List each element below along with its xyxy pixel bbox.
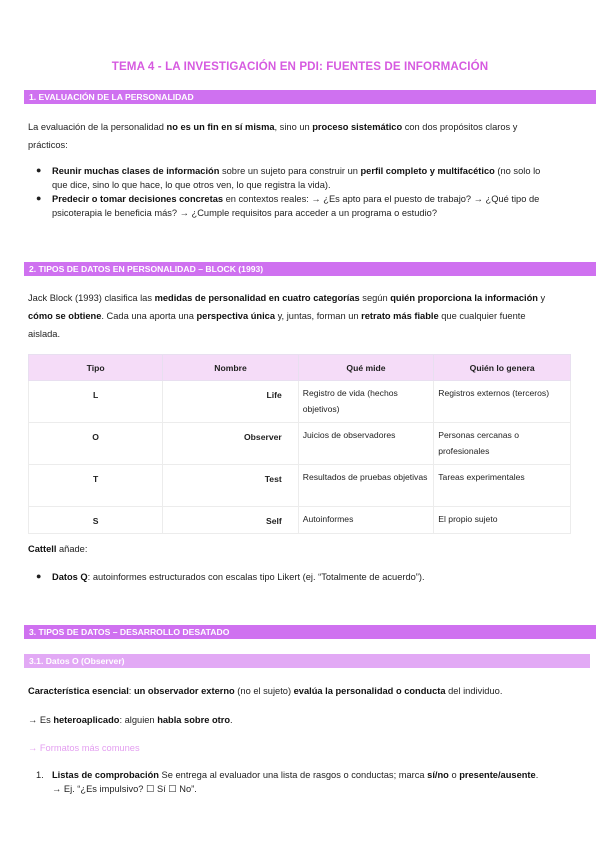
bold-run: Datos Q xyxy=(52,572,88,582)
text-run: del individuo. xyxy=(445,686,503,696)
text-run: que dice, sino lo que hace, lo que otros ven, lo que registra la vida). xyxy=(52,180,331,190)
bold-run: heteroaplicado xyxy=(53,715,120,725)
bold-run: perfil completo y multifacético xyxy=(360,166,495,176)
table-cell: T xyxy=(29,465,163,507)
text-run: psicoterapia le beneficia más? → ¿Cumple requisitos para acceder a un programa o estudio? xyxy=(52,208,437,218)
bold-run: un observador externo xyxy=(133,686,235,696)
text-run: . xyxy=(535,770,539,780)
table-cell: O xyxy=(29,423,163,465)
table-header: Quién lo genera xyxy=(434,355,571,381)
document-title: TEMA 4 - LA INVESTIGACIÓN EN PDI: FUENTES DE INFORMACIÓN xyxy=(111,60,489,73)
text-run: , sino un xyxy=(274,122,313,132)
table-row xyxy=(29,465,571,507)
table-cell: Resultados de pruebas objetivas xyxy=(298,465,434,507)
cattell-bullet xyxy=(52,570,562,584)
bold-run: proceso sistemático xyxy=(312,122,403,132)
text-run: : alguien xyxy=(119,715,158,725)
text-run: (no el sujeto) xyxy=(234,686,294,696)
table-cell: Self xyxy=(163,507,298,534)
section-1-heading: 1. EVALUACIÓN DE LA PERSONALIDAD xyxy=(24,90,596,104)
section-3-heading: 3. TIPOS DE DATOS – DESARROLLO DESATADO xyxy=(24,625,596,639)
table-row xyxy=(29,507,571,534)
s1-bullet-2 xyxy=(52,192,562,220)
cattell-line xyxy=(28,540,568,558)
table-cell: Autoinformes xyxy=(298,507,434,534)
s1-intro xyxy=(28,118,568,154)
bullet-icon: ● xyxy=(36,165,42,175)
table-header-row xyxy=(29,355,571,381)
table-header: Nombre xyxy=(163,355,298,381)
s3-numbered-item-1 xyxy=(52,768,562,796)
table-cell: L xyxy=(29,381,163,423)
bold-run: perspectiva única xyxy=(196,311,276,321)
bullet-icon: ● xyxy=(36,571,42,581)
text-run: añade: xyxy=(56,544,88,554)
table-row xyxy=(29,381,571,423)
text-run: aislada. xyxy=(28,329,61,339)
text-run: o xyxy=(448,770,460,780)
table-row xyxy=(29,423,571,465)
table-cell: Test xyxy=(163,465,298,507)
text-run: → Ej. “¿Es impulsivo? ☐ Sí ☐ No”. xyxy=(52,784,197,794)
text-run: según xyxy=(359,293,391,303)
table-cell: Juicios de observadores xyxy=(298,423,434,465)
bullet-icon: ● xyxy=(36,193,42,203)
text-run: y xyxy=(537,293,546,303)
bold-run: cómo se obtiene xyxy=(28,311,102,321)
bold-run: Listas de comprobación xyxy=(52,770,159,780)
s3-heteroaplicado xyxy=(28,711,568,729)
bold-run: evalúa la personalidad o conducta xyxy=(293,686,446,696)
bold-run: Predecir o tomar decisiones concretas xyxy=(52,194,224,204)
table-cell: Observer xyxy=(163,423,298,465)
table-cell: Tareas experimentales xyxy=(434,465,571,507)
text-run: y, juntas, forman un xyxy=(275,311,362,321)
bold-run: Cattell xyxy=(28,544,57,554)
text-run: Jack Block (1993) clasifica las xyxy=(28,293,155,303)
table-header: Qué mide xyxy=(298,355,434,381)
table-cell: Personas cercanas o profesionales xyxy=(434,423,571,465)
text-run: . Cada una aporta una xyxy=(101,311,197,321)
text-run: : xyxy=(128,686,134,696)
bold-run: no es un fin en sí misma xyxy=(166,122,275,132)
bold-run: Característica esencial xyxy=(28,686,129,696)
bold-run: sí/no xyxy=(427,770,449,780)
table-cell: Life xyxy=(163,381,298,423)
text-run: La evaluación de la personalidad xyxy=(28,122,167,132)
subsection-3-1-heading: 3.1. Datos O (Observer) xyxy=(24,654,590,668)
bold-run: habla sobre otro xyxy=(157,715,231,725)
table-cell: El propio sujeto xyxy=(434,507,571,534)
text-run: . xyxy=(230,715,233,725)
section-2-heading: 2. TIPOS DE DATOS EN PERSONALIDAD – BLOCK (1993) xyxy=(24,262,596,276)
text-run: (no solo lo xyxy=(494,166,541,176)
text-run: : autoinformes estructurados con escalas tipo Likert (ej. “Totalmente de acuerdo”). xyxy=(87,572,425,582)
bold-run: presente/ausente xyxy=(459,770,536,780)
formats-heading: → Formatos más comunes xyxy=(28,743,140,753)
text-run: sobre un sujeto para construir un xyxy=(219,166,361,176)
bold-run: Reunir muchas clases de información xyxy=(52,166,220,176)
text-run: prácticos: xyxy=(28,140,68,150)
table-header: Tipo xyxy=(29,355,163,381)
text-run: que cualquier fuente xyxy=(438,311,526,321)
block-data-table xyxy=(28,354,571,534)
text-run: Se entrega al evaluador una lista de rasgos o conductas; marca xyxy=(158,770,428,780)
table-cell: Registro de vida (hechos objetivos) xyxy=(298,381,434,423)
table-cell: Registros externos (terceros) xyxy=(434,381,571,423)
table-cell: S xyxy=(29,507,163,534)
text-run: en contextos reales: → ¿Es apto para el puesto de trabajo? → ¿Qué tipo de xyxy=(223,194,540,204)
text-run: con dos propósitos claros y xyxy=(402,122,518,132)
bold-run: retrato más fiable xyxy=(361,311,439,321)
bold-run: quién proporciona la información xyxy=(390,293,538,303)
s3-characteristic xyxy=(28,682,568,700)
list-number: 1. xyxy=(36,770,44,780)
text-run: → Es xyxy=(28,715,54,725)
s2-paragraph xyxy=(28,289,568,343)
bold-run: medidas de personalidad en cuatro categorías xyxy=(154,293,360,303)
s1-bullet-1 xyxy=(52,164,562,192)
